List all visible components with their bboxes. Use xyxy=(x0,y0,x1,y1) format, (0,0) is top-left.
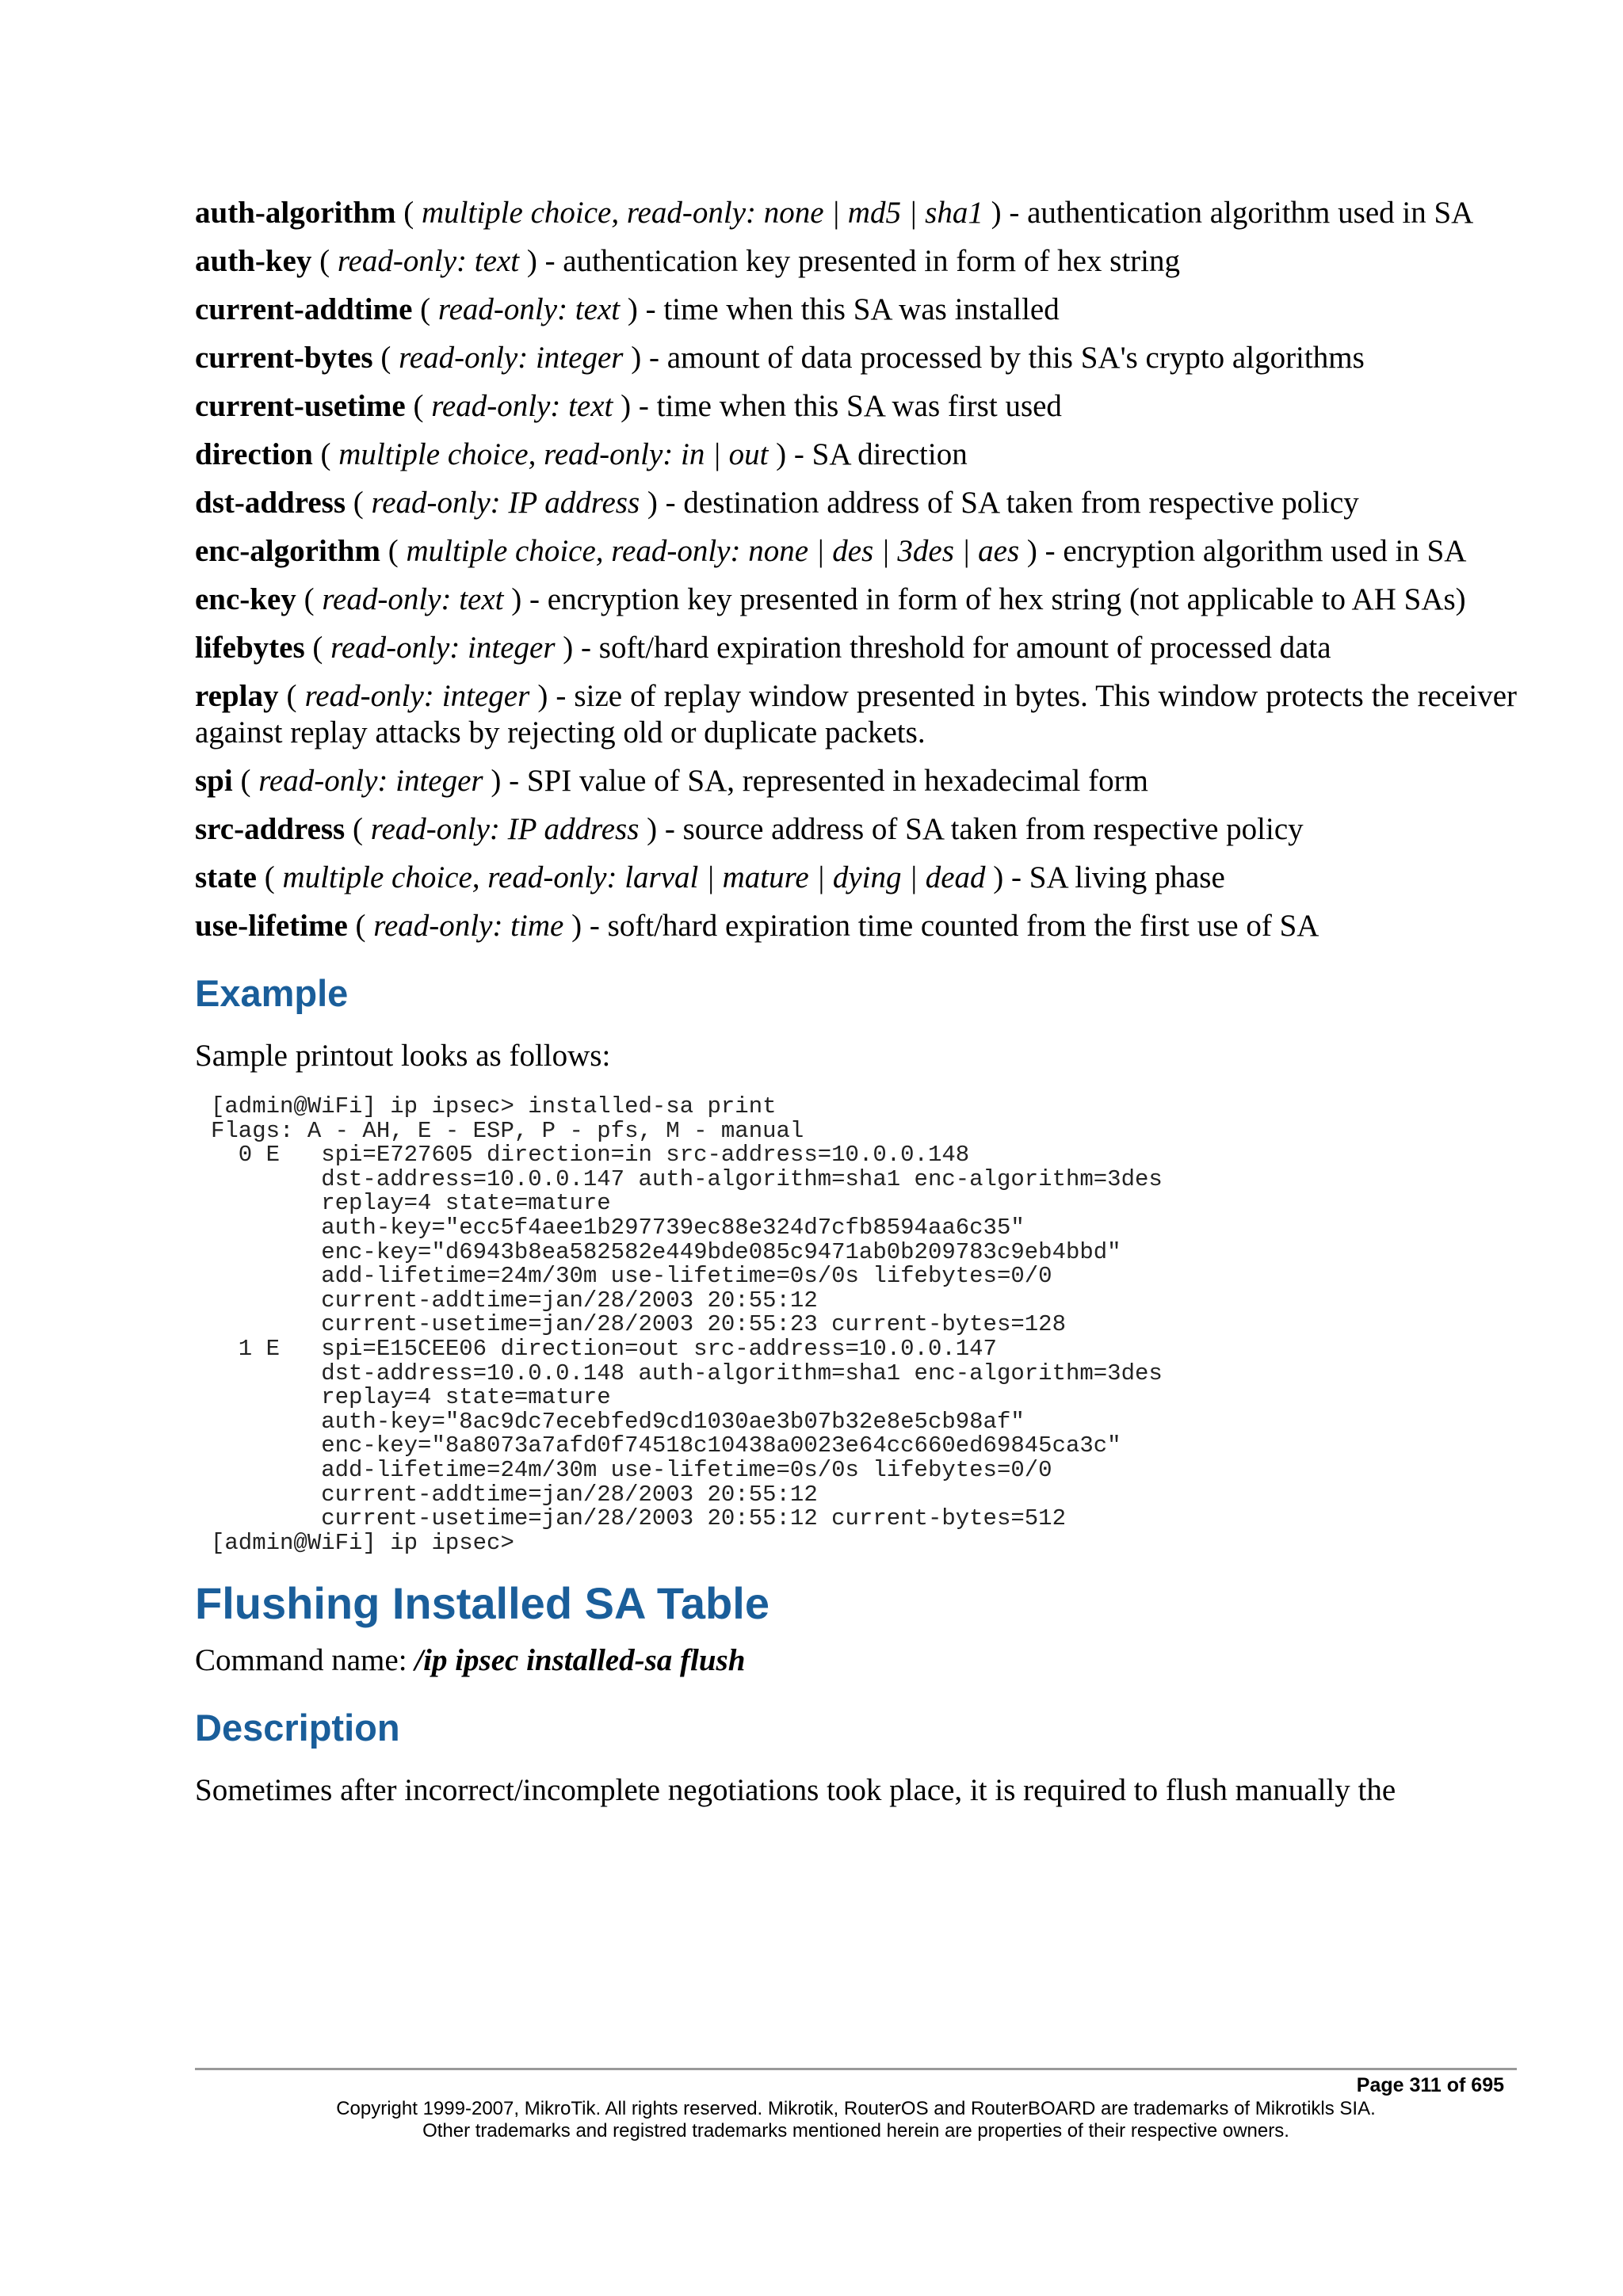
property-list xyxy=(195,195,1517,944)
property-name: current-addtime xyxy=(195,292,413,326)
property-name: auth-key xyxy=(195,244,312,278)
property-type: read-only: IP address xyxy=(370,812,640,846)
property-description: - encryption algorithm used in SA xyxy=(1044,534,1467,568)
property-description: - amount of data processed by this SA's crypto algorithms xyxy=(648,341,1365,375)
page-content xyxy=(195,195,1517,1821)
flushing-heading: Flushing Installed SA Table xyxy=(195,1578,769,1629)
property-type: read-only: text xyxy=(322,582,504,616)
code-sample: [admin@WiFi] ip ipsec> installed-sa print Flags: A - AH, E - ESP, P - pfs, M - manual 0 E spi=E727605 direction=in src-address=10.0.0.148 dst-address=10.0.0.147 auth-algorithm=sha1 enc-algorithm=3des replay=4 state=mature auth-key="ecc5f4aee1b297739ec88e324d7cfb8594aa6c35" enc-key="d6943b8ea582582e449bde085c9471ab0b209783c9eb4bbd" add-lifetime=24m/30m use-lifetime=0s/0s lifebytes=0/0 current-addtime=jan/28/2003 20:55:12 current-usetime=jan/28/2003 20:55:23 current-bytes=128 1 E spi=E15CEE06 direction=out src-address=10.0.0.147 dst-address=10.0.0.148 auth-algorithm=sha1 enc-algorithm=3des replay=4 state=mature auth-key="8ac9dc7ecebfed9cd1030ae3b07b32e8e5cb98af" enc-key="8a8073a7afd0f74518c10438a0023e64cc660ed69845ca3c" add-lifetime=24m/30m use-lifetime=0s/0s lifebytes=0/0 current-addtime=jan/28/2003 20:55:12 current-usetime=jan/28/2003 20:55:12 current-bytes=512 [admin@WiFi] ip ipsec> xyxy=(211,1093,1163,1556)
property-name: enc-key xyxy=(195,582,296,616)
property-description: - source address of SA taken from respective policy xyxy=(664,812,1304,846)
property-name: auth-algorithm xyxy=(195,196,396,230)
property-item: auth-algorithm ( multiple choice, read-only: none | md5 | sha1 ) - authentication algorithm used in SA xyxy=(195,196,1474,230)
property-description: - authentication key presented in form of hex string xyxy=(544,244,1180,278)
property-type: multiple choice, read-only: none | des | 3des | aes xyxy=(406,534,1020,568)
property-description: - size of replay window presented in bytes. This window protects the receiver against replay attacks by rejecting old or duplicate packets. xyxy=(195,679,1518,749)
property-description: - SPI value of SA, represented in hexadecimal form xyxy=(509,764,1148,798)
property-item: dst-address ( read-only: IP address ) - destination address of SA taken from respective policy xyxy=(195,486,1359,520)
description-heading: Description xyxy=(195,1707,400,1749)
property-name: enc-algorithm xyxy=(195,534,380,568)
property-item: direction ( multiple choice, read-only: in | out ) - SA direction xyxy=(195,437,968,471)
command-label: Command name: xyxy=(195,1643,407,1678)
property-name: spi xyxy=(195,764,233,798)
property-description: - soft/hard expiration time counted from the first use of SA xyxy=(589,909,1319,943)
example-intro: Sample printout looks as follows: xyxy=(195,1039,611,1073)
property-type: read-only: integer xyxy=(258,764,483,798)
property-type: read-only: integer xyxy=(304,679,530,713)
property-type: read-only: text xyxy=(337,244,520,278)
page-number: Page 311 of 695 xyxy=(1356,2074,1504,2096)
command-value: /ip ipsec installed-sa flush xyxy=(414,1643,746,1678)
property-type: multiple choice, read-only: larval | mature | dying | dead xyxy=(282,860,986,894)
property-item: spi ( read-only: integer ) - SPI value of SA, represented in hexadecimal form xyxy=(195,764,1148,798)
property-name: replay xyxy=(195,679,279,713)
property-item: use-lifetime ( read-only: time ) - soft/hard expiration time counted from the first use of SA xyxy=(195,909,1319,943)
property-description: - soft/hard expiration threshold for amount of processed data xyxy=(581,631,1331,665)
property-item: src-address ( read-only: IP address ) - source address of SA taken from respective policy xyxy=(195,812,1304,846)
property-name: dst-address xyxy=(195,486,346,520)
property-item: current-usetime ( read-only: text ) - time when this SA was first used xyxy=(195,389,1062,423)
property-name: src-address xyxy=(195,812,346,846)
property-description: - SA living phase xyxy=(1011,860,1225,894)
property-type: multiple choice, read-only: none | md5 | sha1 xyxy=(422,196,983,230)
property-type: read-only: text xyxy=(437,292,621,326)
property-type: read-only: time xyxy=(373,909,564,943)
property-description: - authentication algorithm used in SA xyxy=(1009,196,1474,230)
property-name: direction xyxy=(195,437,313,471)
property-item: replay ( read-only: integer ) - size of replay window presented in bytes. This window protects the receiver against replay attacks by rejecting old or duplicate packets. xyxy=(195,679,1518,749)
example-heading: Example xyxy=(195,972,349,1014)
property-item: enc-key ( read-only: text ) - encryption key presented in form of hex string (not applicable to AH SAs) xyxy=(195,582,1466,616)
property-description: - time when this SA was installed xyxy=(645,292,1060,326)
property-name: use-lifetime xyxy=(195,909,348,943)
property-name: lifebytes xyxy=(195,631,305,665)
property-description: - encryption key presented in form of hex string (not applicable to AH SAs) xyxy=(529,582,1466,616)
command-name-line xyxy=(195,1642,1517,1679)
property-description: - destination address of SA taken from respective policy xyxy=(665,486,1359,520)
property-name: current-bytes xyxy=(195,341,373,375)
footer-divider xyxy=(195,2068,1517,2070)
property-description: - time when this SA was first used xyxy=(638,389,1062,423)
property-item: current-addtime ( read-only: text ) - time when this SA was installed xyxy=(195,292,1060,326)
copyright-line-2: Other trademarks and registred trademarks mentioned herein are properties of their respective owners. xyxy=(422,2120,1289,2142)
property-name: current-usetime xyxy=(195,389,406,423)
property-item: auth-key ( read-only: text ) - authentication key presented in form of hex string xyxy=(195,244,1180,278)
property-type: multiple choice, read-only: in | out xyxy=(338,437,769,471)
description-text: Sometimes after incorrect/incomplete negotiations took place, it is required to flush manually the xyxy=(195,1773,1396,1808)
property-item: state ( multiple choice, read-only: larval | mature | dying | dead ) - SA living phase xyxy=(195,860,1225,894)
copyright-line-1: Copyright 1999-2007, MikroTik. All rights reserved. Mikrotik, RouterOS and RouterBOARD are trademarks of Mikrotikls SIA. xyxy=(336,2098,1376,2119)
property-item: lifebytes ( read-only: integer ) - soft/hard expiration threshold for amount of processed data xyxy=(195,631,1331,665)
property-item: current-bytes ( read-only: integer ) - amount of data processed by this SA's crypto algorithms xyxy=(195,341,1365,375)
property-type: read-only: text xyxy=(431,389,613,423)
property-type: read-only: IP address xyxy=(371,486,640,520)
property-item: enc-algorithm ( multiple choice, read-only: none | des | 3des | aes ) - encryption algorithm used in SA xyxy=(195,534,1467,568)
property-name: state xyxy=(195,860,257,894)
property-type: read-only: integer xyxy=(330,631,556,665)
property-type: read-only: integer xyxy=(399,341,624,375)
property-description: - SA direction xyxy=(793,437,968,471)
